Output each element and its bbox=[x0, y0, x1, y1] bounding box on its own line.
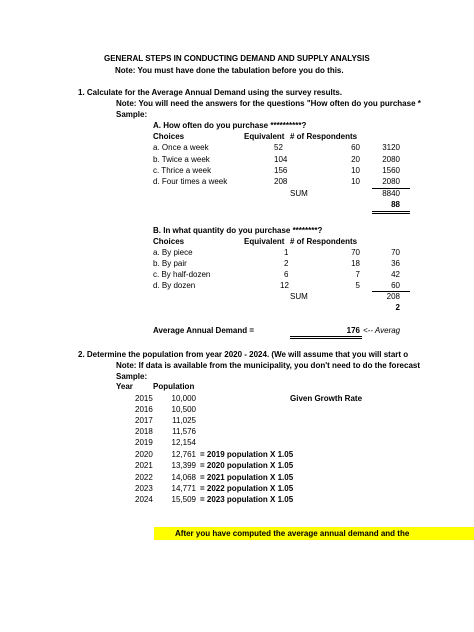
table-b-row-product: 70 bbox=[391, 248, 400, 257]
table-a-row-choice: a. Once a week bbox=[153, 143, 209, 152]
population-year: 2018 bbox=[135, 427, 153, 436]
population-col-population: Population bbox=[153, 382, 195, 391]
population-value: 11,576 bbox=[172, 427, 196, 436]
table-a-row-choice: d. Four times a week bbox=[153, 177, 228, 186]
population-value: 14,068 bbox=[171, 473, 196, 482]
table-b-row-choice: c. By half-dozen bbox=[153, 270, 211, 279]
table-a-row-product: 2080 bbox=[382, 155, 400, 164]
population-formula: = 2020 population X 1.05 bbox=[200, 461, 294, 470]
step2-sample-label: Sample: bbox=[116, 372, 148, 381]
table-a-col-equivalent: Equivalent bbox=[244, 132, 285, 141]
table-a-row-choice: c. Thrice a week bbox=[153, 166, 212, 175]
population-year: 2024 bbox=[135, 495, 153, 504]
table-b-row-product: 42 bbox=[391, 270, 400, 279]
table-a-row-product: 2080 bbox=[382, 177, 400, 186]
table-b-row-product: 60 bbox=[391, 281, 400, 290]
population-value: 11,025 bbox=[172, 416, 196, 425]
table-a-col-choices: Choices bbox=[153, 132, 185, 141]
table-b-row-choice: d. By dozen bbox=[153, 281, 196, 290]
table-a-col-respondents: # of Respondents bbox=[290, 132, 358, 141]
avg-demand-value: 176 bbox=[346, 326, 360, 335]
table-a-row-equivalent: 52 bbox=[274, 143, 283, 152]
table-a-result-rule bbox=[372, 211, 410, 212]
population-formula: = 2023 population X 1.05 bbox=[200, 495, 294, 504]
table-b-row-respondents: 18 bbox=[351, 259, 360, 268]
table-b-row-product: 36 bbox=[391, 259, 400, 268]
population-col-year: Year bbox=[116, 382, 133, 391]
population-year: 2021 bbox=[135, 461, 153, 470]
population-year: 2016 bbox=[135, 405, 153, 414]
table-a-result-rule bbox=[372, 213, 410, 214]
table-b-row-equivalent: 12 bbox=[280, 281, 289, 290]
population-year: 2020 bbox=[135, 450, 153, 459]
table-b-row-choice: b. By pair bbox=[153, 259, 187, 268]
table-a-row-respondents: 20 bbox=[351, 155, 360, 164]
table-a-sum-value: 8840 bbox=[382, 189, 400, 198]
table-b-col-equivalent: Equivalent bbox=[244, 237, 285, 246]
population-value: 12,154 bbox=[171, 438, 196, 447]
table-a-row-product: 1560 bbox=[382, 166, 400, 175]
table-a-sum-label: SUM bbox=[290, 189, 308, 198]
population-year: 2017 bbox=[135, 416, 153, 425]
table-b-sum-label: SUM bbox=[290, 292, 308, 301]
table-a-row-equivalent: 208 bbox=[274, 177, 288, 186]
table-b-result: 2 bbox=[395, 303, 400, 312]
table-b-sum-value: 208 bbox=[386, 292, 400, 301]
table-b-col-choices: Choices bbox=[153, 237, 185, 246]
population-year: 2019 bbox=[135, 438, 153, 447]
table-b-row-respondents: 7 bbox=[355, 270, 360, 279]
table-a-row-equivalent: 104 bbox=[274, 155, 288, 164]
table-a-row-product: 3120 bbox=[382, 143, 400, 152]
population-value: 10,000 bbox=[171, 394, 196, 403]
step2-note: Note: If data is available from the municipality, you don't need to do the forecast bbox=[116, 361, 421, 370]
table-a-row-respondents: 60 bbox=[351, 143, 360, 152]
population-formula: = 2019 population X 1.05 bbox=[200, 450, 294, 459]
population-value: 14,771 bbox=[171, 484, 196, 493]
population-formula: = 2021 population X 1.05 bbox=[200, 473, 294, 482]
table-a-result: 88 bbox=[391, 200, 400, 209]
table-b-question: B. In what quantity do you purchase ********? bbox=[153, 226, 323, 235]
step1-note: Note: You will need the answers for the questions "How often do you purchase * bbox=[116, 99, 421, 108]
table-a-row-respondents: 10 bbox=[351, 177, 360, 186]
population-formula: = 2022 population X 1.05 bbox=[200, 484, 294, 493]
table-b-col-respondents: # of Respondents bbox=[290, 237, 358, 246]
table-b-row-respondents: 5 bbox=[355, 281, 360, 290]
population-value: 15,509 bbox=[171, 495, 196, 504]
population-value: 10,500 bbox=[171, 405, 196, 414]
table-b-row-equivalent: 6 bbox=[284, 270, 289, 279]
page-title: GENERAL STEPS IN CONDUCTING DEMAND AND SUPPLY ANALYSIS bbox=[104, 54, 370, 63]
avg-demand-rule bbox=[290, 336, 362, 337]
population-value: 13,399 bbox=[171, 461, 196, 470]
table-b-row-choice: a. By piece bbox=[153, 248, 193, 257]
step2-heading: 2. Determine the population from year 2020 - 2024. (We will assume that you will start o bbox=[78, 350, 409, 359]
table-b-row-equivalent: 1 bbox=[284, 248, 289, 257]
table-b-row-respondents: 70 bbox=[351, 248, 360, 257]
population-year: 2023 bbox=[135, 484, 153, 493]
avg-demand-label: Average Annual Demand = bbox=[153, 326, 254, 335]
table-a-row-equivalent: 156 bbox=[274, 166, 288, 175]
table-a-row-choice: b. Twice a week bbox=[153, 155, 210, 164]
population-value: 12,761 bbox=[171, 450, 196, 459]
step1-heading: 1. Calculate for the Average Annual Demand using the survey results. bbox=[78, 88, 343, 97]
growth-rate-label: Given Growth Rate bbox=[290, 394, 363, 403]
population-year: 2015 bbox=[135, 394, 153, 403]
table-a-question: A. How often do you purchase **********? bbox=[153, 121, 307, 130]
title-note: Note: You must have done the tabulation before you do this. bbox=[115, 66, 344, 75]
table-a-row-respondents: 10 bbox=[351, 166, 360, 175]
avg-demand-rule bbox=[290, 338, 362, 339]
avg-demand-note: <-- Averag bbox=[363, 326, 401, 335]
table-b-row-equivalent: 2 bbox=[284, 259, 289, 268]
footer-note: After you have computed the average annual demand and the bbox=[175, 529, 410, 538]
step1-sample-label: Sample: bbox=[116, 110, 148, 119]
population-year: 2022 bbox=[135, 473, 153, 482]
